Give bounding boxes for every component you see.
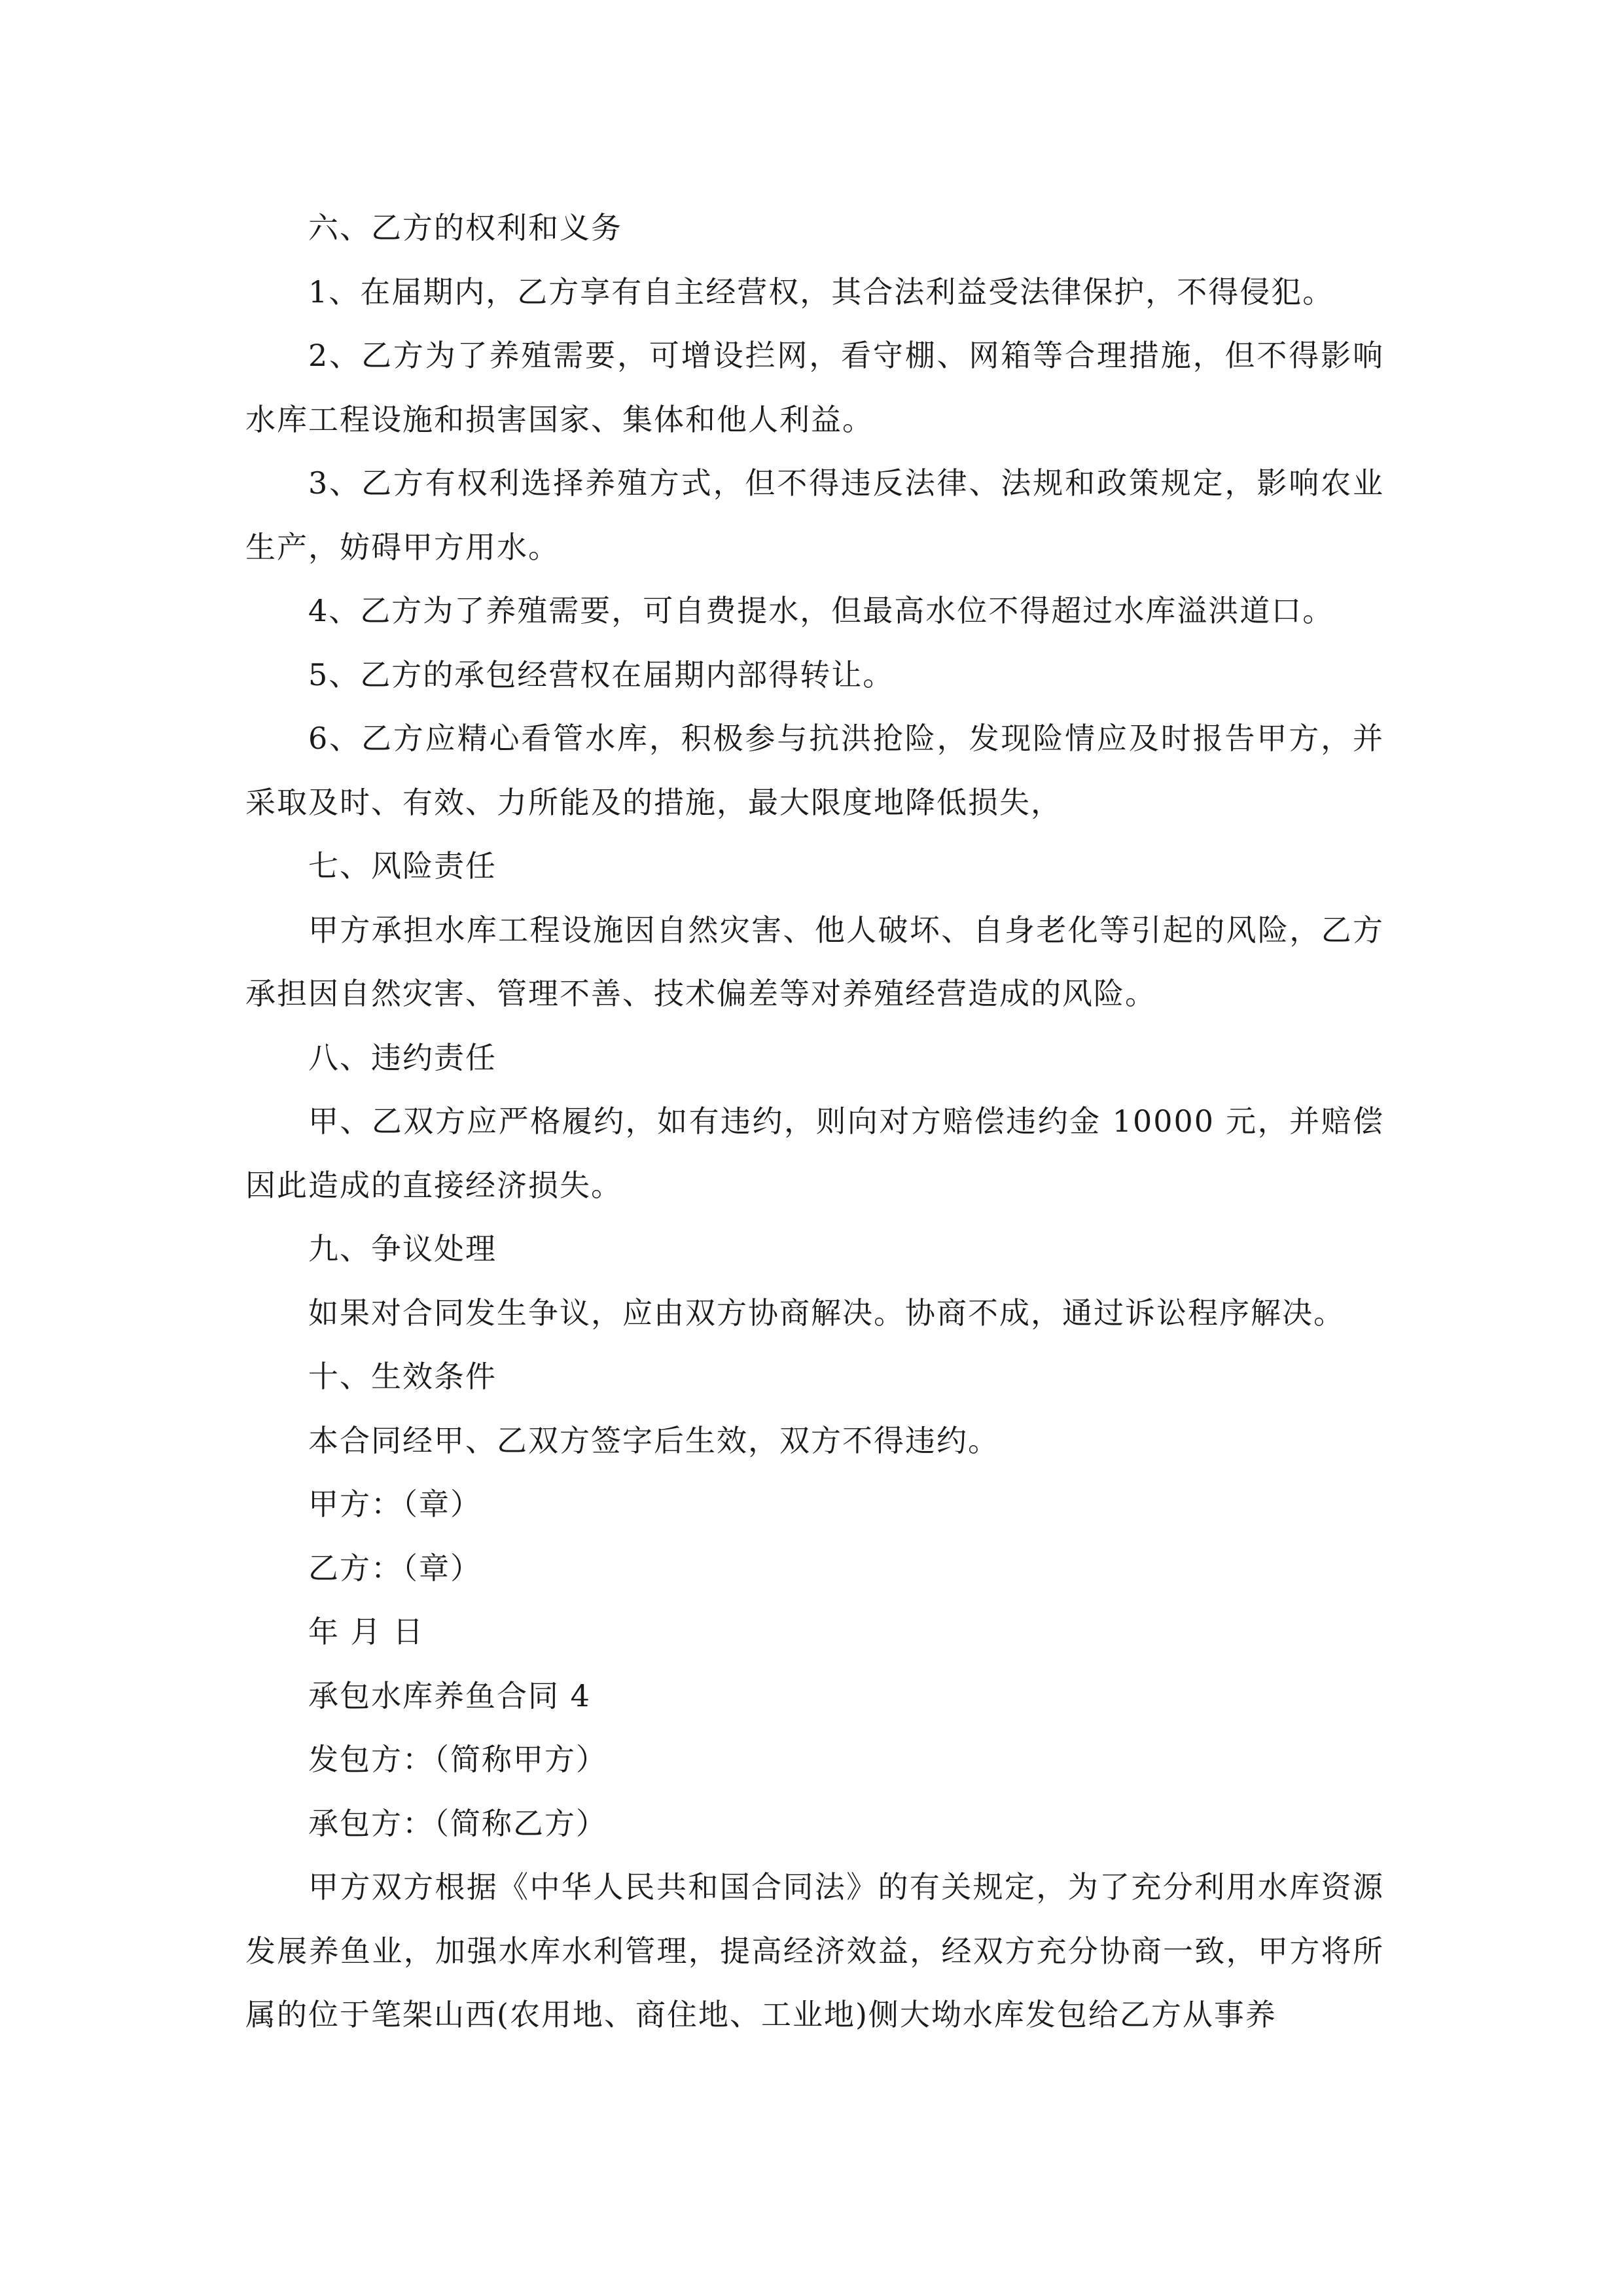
party-line-employer: 发包方：（简称甲方） (308, 1742, 607, 1777)
signature-line-party-a: 甲方：（章） (308, 1486, 482, 1522)
clause-paragraph: 2、乙方为了养殖需要，可增设拦网，看守棚、网箱等合理措施，但不得影响水库工程设施和损害国家、集体和他人利益。 (245, 338, 1384, 437)
section-heading-dispute: 九、争议处理 (308, 1231, 497, 1266)
clause-paragraph: 1、在届期内，乙方享有自主经营权，其合法利益受法律保护，不得侵犯。 (308, 274, 1334, 310)
clause-paragraph: 5、乙方的承包经营权在届期内部得转让。 (308, 656, 895, 692)
date-line: 年 月 日 (308, 1614, 425, 1649)
section-heading-breach: 八、违约责任 (308, 1039, 497, 1075)
document-body (245, 196, 1384, 2047)
body-paragraph: 如果对合同发生争议，应由双方协商解决。协商不成，通过诉讼程序解决。 (308, 1295, 1345, 1331)
section-heading-effect: 十、生效条件 (308, 1359, 497, 1394)
clause-paragraph: 3、乙方有权利选择养殖方式，但不得违反法律、法规和政策规定，影响农业生产，妨碍甲方用水。 (245, 465, 1384, 565)
body-paragraph: 甲方承担水库工程设施因自然灾害、他人破坏、自身老化等引起的风险，乙方承担因自然灾害、管理不善、技术偏差等对养殖经营造成的风险。 (245, 912, 1384, 1011)
contract-title: 承包水库养鱼合同 4 (308, 1677, 591, 1713)
signature-line-party-b: 乙方：（章） (308, 1550, 482, 1586)
party-line-contractor: 承包方：（简称乙方） (308, 1805, 607, 1841)
section-heading-risk: 七、风险责任 (308, 848, 497, 884)
body-paragraph: 甲、乙双方应严格履约，如有违约，则向对方赔偿违约金 10000 元，并赔偿因此造成的直接经济损失。 (245, 1103, 1384, 1203)
clause-paragraph: 4、乙方为了养殖需要，可自费提水，但最高水位不得超过水库溢洪道口。 (308, 593, 1334, 628)
body-paragraph: 甲方双方根据《中华人民共和国合同法》的有关规定，为了充分利用水库资源发展养鱼业，加强水库水利管理，提高经济效益，经双方充分协商一致，甲方将所属的位于笔架山西(农用地、商住地、工业地)侧大坳水库发包给乙方从事养 (245, 1869, 1384, 2032)
body-paragraph: 本合同经甲、乙双方签字后生效，双方不得违约。 (308, 1422, 999, 1458)
section-heading-rights-obligations: 六、乙方的权利和义务 (308, 210, 622, 245)
clause-paragraph: 6、乙方应精心看管水库，积极参与抗洪抢险，发现险情应及时报告甲方，并采取及时、有效、力所能及的措施，最大限度地降低损失， (245, 721, 1384, 820)
